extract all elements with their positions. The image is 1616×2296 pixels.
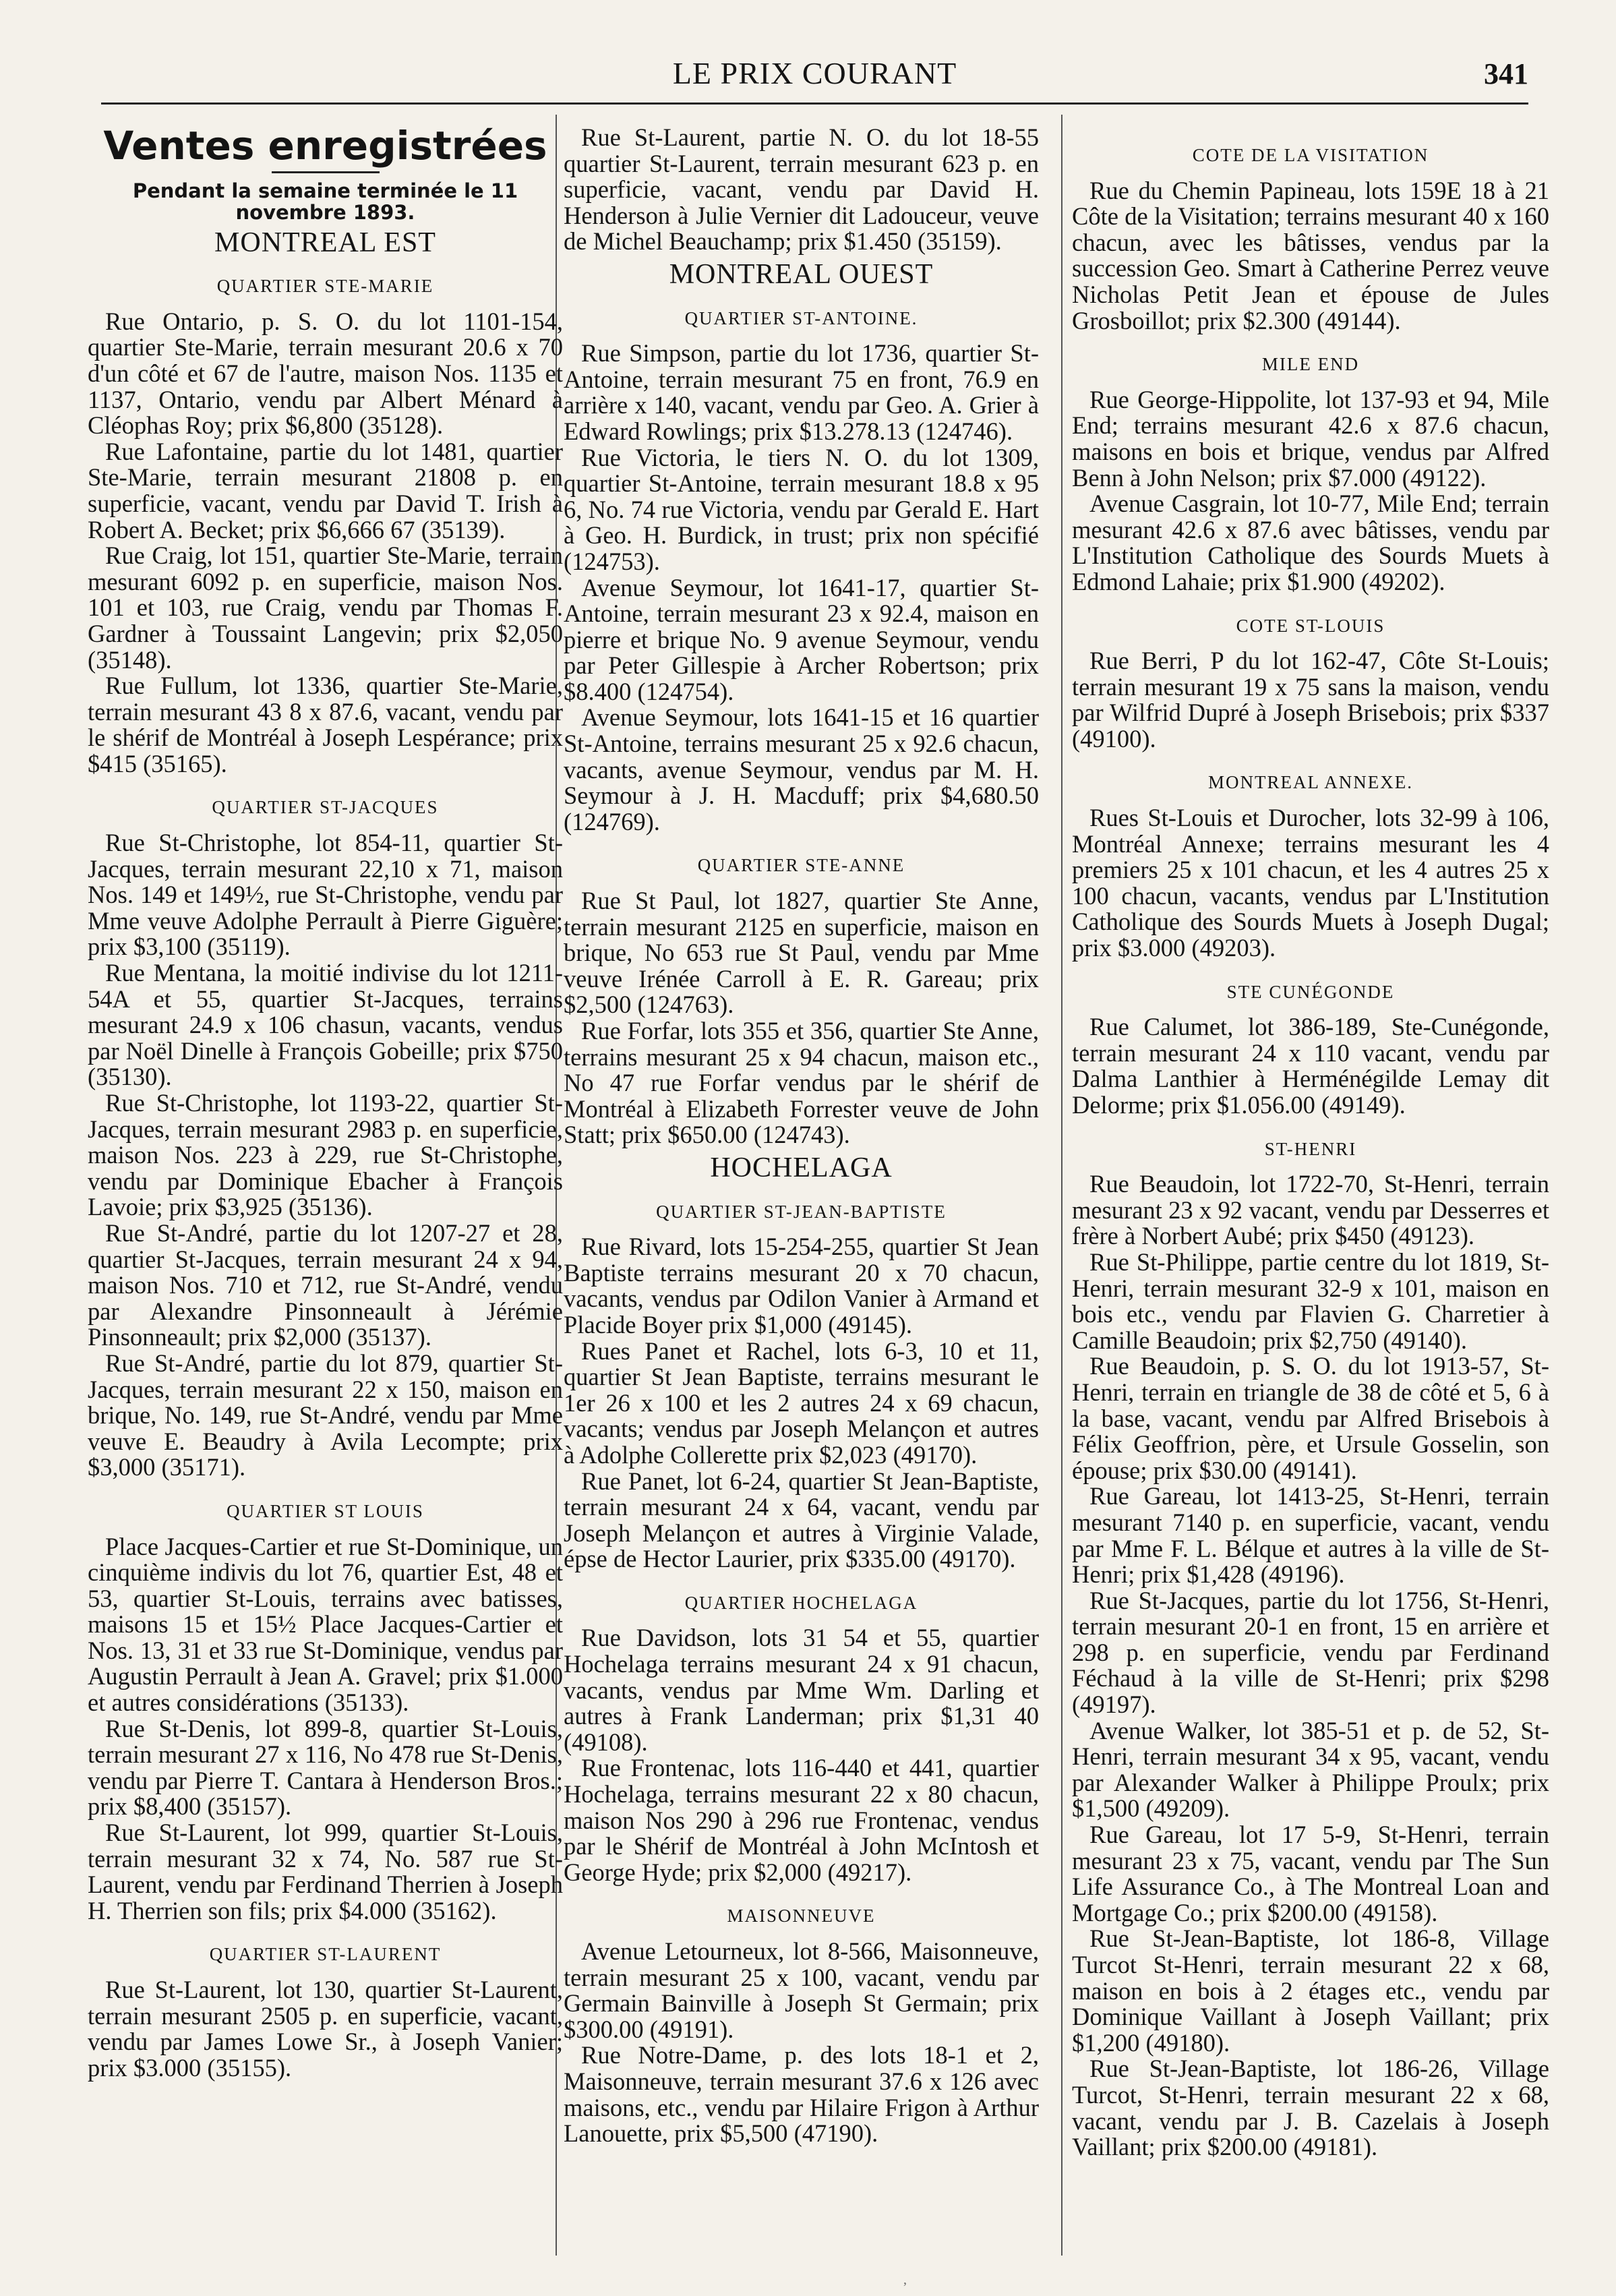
sale-entry: Rue St-Jean-Baptiste, lot 186-26, Village Turcot, St-Henri, terrain mesurant 22 x 68, vacant, vendu par J. B. Cazelais à Joseph Vaillant; prix $200.00 (49181). [1072, 2055, 1549, 2161]
sale-entry: Rue Ontario, p. S. O. du lot 1101-154, quartier Ste-Marie, terrain mesurant 20.6 x 70 d'un côté et 67 de l'autre, maison Nos. 1135 et 1137, Ontario, vendu par Albert Ménard à Cléophas Roy; prix $6,800 (35128). [88, 307, 563, 440]
sale-entry: Rues Panet et Rachel, lots 6-3, 10 et 11, quartier St Jean Baptiste, terrains mesurant le 1er 26 x 100 et les 2 autres 24 x 69 chacun, vacants; vendus par Joseph Melançon et autres à Adolphe Collerette prix $2,023 (49170). [564, 1336, 1039, 1469]
column-2-body [564, 125, 1039, 2147]
section-heading: ST-HENRI [1264, 1138, 1357, 1159]
sale-entry: Rues St-Louis et Durocher, lots 32-99 à 106, Montréal Annexe; terrains mesurant les 4 premiers 25 x 101 chacun, et les 4 autres 25 x 100 chacun, vacants, vendus par L'Institution Catholique des Sourds Muets à Joseph Dugal; prix $3.000 (49203). [1072, 804, 1549, 962]
column-3-body [1072, 142, 1549, 2160]
column-2 [564, 125, 1039, 2147]
sale-entry: Rue Mentana, la moitié indivise du lot 1211-54A et 55, quartier St-Jacques, terrains mesurant 24.9 x 106 chasun, vacants, vendus par Noël Dinelle à François Gobeille; prix $750 (35130). [88, 959, 563, 1091]
column-1 [88, 125, 563, 2081]
sale-entry: Avenue Letourneux, lot 8-566, Maisonneuve, terrain mesurant 25 x 100, vacant, vendu par Germain Bainville à Joseph St Germain; prix $300.00 (49191). [564, 1937, 1039, 2043]
sale-entry: Rue St-Philippe, partie centre du lot 1819, St-Henri, terrain mesurant 32-9 x 101, maison en bois etc., vendu par Flavien G. Charretier à Camille Beaudoin; prix $2,750 (49140). [1072, 1247, 1549, 1354]
column-divider-2 [1061, 115, 1063, 2256]
sale-entry: Rue Forfar, lots 355 et 356, quartier Ste Anne, terrains mesurant 25 x 94 chacun, maison etc., No 47 rue Forfar vendus par le shérif de Montréal à Elizabeth Forrester veuve de John Statt; prix $650.00 (124743). [564, 1017, 1039, 1149]
section-heading: QUARTIER STE-MARIE [216, 276, 434, 297]
sale-entry: Rue Rivard, lots 15-254-255, quartier St Jean Baptiste terrains mesurant 20 x 70 chacun, vacants, vendus par Odilon Vanier à Armand et Placide Boyer prix $1,000 (49145). [564, 1233, 1039, 1338]
section-heading: QUARTIER ST-ANTOINE. [684, 307, 918, 328]
sale-entry: Rue St-Laurent, lot 130, quartier St-Laurent, terrain mesurant 2505 p. en superficie, vacant, vendu par James Lowe Sr., à Joseph Vanier; prix $3.000 (35155). [88, 1976, 563, 2082]
section-heading: COTE ST-LOUIS [1236, 615, 1385, 636]
main-title: Ventes enregistrées [103, 123, 547, 169]
page-number: 341 [1484, 57, 1528, 90]
page-title: LE PRIX COURANT [672, 56, 957, 90]
title-rule [272, 171, 380, 173]
sale-entry: Rue du Chemin Papineau, lots 159E 18 à 21 Côte de la Visitation; terrains mesurant 40 x 160 chacun, avec les bâtisses, vendus par la succession Geo. Smart à Catherine Perrez veuve Nicholas Petit Jean et épouse de Jules Grosboillot; prix $2.300 (49144). [1072, 176, 1549, 334]
sale-entry: Rue St-Jacques, partie du lot 1756, St-Henri, terrain mesurant 20-1 en front, 15 en arrière et 298 p. en superficie, vendu par Ferdinand Féchaud à la ville de St-Henri; prix $298 (49197). [1072, 1586, 1549, 1719]
page-footer-mark: , [903, 2272, 907, 2287]
sale-entry: Rue Berri, P du lot 162-47, Côte St-Louis; terrain mesurant 19 x 75 sans la maison, vendu par Wilfrid Dupré à Joseph Brisebois; prix $337 (49100). [1072, 647, 1549, 753]
page-header [101, 47, 1528, 101]
sale-entry: Rue Fullum, lot 1336, quartier Ste-Marie, terrain mesurant 43 8 x 87.6, vacant, vendu par le shérif de Montréal à Joseph Lespérance; prix $415 (35165). [88, 672, 563, 777]
sale-entry: Rue St-Laurent, lot 999, quartier St-Louis, terrain mesurant 32 x 74, No. 587 rue St-Laurent, vendu par Ferdinand Therrien à Joseph H. Therrien son fils; prix $4.000 (35162). [88, 1819, 563, 1924]
section-heading: COTE DE LA VISITATION [1192, 145, 1429, 165]
section-heading: QUARTIER ST-JEAN-BAPTISTE [656, 1201, 947, 1222]
section-heading: QUARTIER HOCHELAGA [684, 1592, 918, 1613]
sale-entry: Rue Beaudoin, p. S. O. du lot 1913-57, St-Henri, terrain en triangle de 38 de côté et 5, 6 à la base, vacant, vendu par Alfred Brisebois à Félix Geoffrion, père, et Ursule Gosselin, son épouse; prix $30.00 (49141). [1072, 1352, 1549, 1484]
section-heading: MILE END [1261, 354, 1360, 375]
sale-entry: Rue Craig, lot 151, quartier Ste-Marie, terrain mesurant 6092 p. en superficie, maison Nos. 101 et 103, rue Craig, vendu par Thomas F. Gardner à Toussaint Langevin; prix $2,050 (35148). [88, 541, 563, 674]
sale-entry: Rue Calumet, lot 386-189, Ste-Cunégonde, terrain mesurant 24 x 110 vacant, vendu par Dalma Lanthier à Herménégilde Lemay dit Delorme; prix $1.056.00 (49149). [1072, 1013, 1549, 1119]
header-rule [101, 102, 1528, 105]
column-3 [1072, 125, 1549, 2160]
sale-entry: Rue Gareau, lot 1413-25, St-Henri, terrain mesurant 7140 p. en superficie, vacant, vendu par Mme F. L. Bélque et autres à la ville de St-Henri; prix $1,428 (49196). [1072, 1482, 1549, 1589]
sale-entry: Rue Frontenac, lots 116-440 et 441, quartier Hochelaga, terrains mesurant 22 x 80 chacun, maison Nos 290 à 296 rue Frontenac, vendus par le Shérif de Montréal à John McIntosh et George Hyde; prix $2,000 (49217). [564, 1754, 1039, 1886]
section-heading: QUARTIER ST LOUIS [227, 1500, 424, 1521]
sale-entry: Rue Davidson, lots 31 54 et 55, quartier Hochelaga terrains mesurant 24 x 91 chacun, vacants, vendus par Mme Wm. Darling et autres à Frank Landerman; prix $1,31 40 (49108). [564, 1624, 1039, 1756]
section-heading: QUARTIER ST-LAURENT [209, 1944, 442, 1965]
column-1-body [88, 227, 563, 2082]
sale-entry: Rue Lafontaine, partie du lot 1481, quartier Ste-Marie, terrain mesurant 21808 p. en superficie, vacant, vendu par David T. Irish à Robert A. Becket; prix $6,666 67 (35139). [88, 437, 563, 543]
sale-entry: Rue Simpson, partie du lot 1736, quartier St-Antoine, terrain mesurant 75 en front, 76.9 en arrière x 140, vacant, vendu par Geo. A. Grier à Edward Rowlings; prix $13.278.13 (124746). [564, 339, 1039, 445]
sale-entry: Rue St-Jean-Baptiste, lot 186-8, Village Turcot St-Henri, terrain mesurant 22 x 68, maison en bois à 2 étages etc., vendu par Dominique Vaillant à Joseph Vaillant; prix $1,200 (49180). [1072, 1924, 1549, 2057]
district-heading: MONTREAL OUEST [669, 258, 934, 290]
sale-entry: Rue St-André, partie du lot 1207-27 et 28, quartier St-Jacques, terrain mesurant 24 x 94, maison Nos. 710 et 712, rue St-André, vendu par Alexandre Pinsonneault à Jérémie Pinsonneault; prix $2,000 (35137). [88, 1218, 563, 1351]
section-heading: QUARTIER ST-JACQUES [212, 797, 439, 818]
section-heading: STE CUNÉGONDE [1226, 981, 1395, 1002]
section-heading: MONTREAL ANNEXE. [1208, 772, 1413, 793]
sale-entry: Rue St Paul, lot 1827, quartier Ste Anne, terrain mesurant 2125 en superficie, maison en brique, No 653 rue St Paul, vendu par Mme veuve Irénée Carroll à E. R. Gareau; prix $2,500 (124763). [564, 887, 1039, 1019]
sale-entry: Rue Panet, lot 6-24, quartier St Jean-Baptiste, terrain mesurant 24 x 64, vacant, vendu par Joseph Melançon et autres à Virginie Valade, épse de Hector Laurier, prix $335.00 (49170). [564, 1467, 1039, 1573]
section-heading: MAISONNEUVE [727, 1906, 876, 1926]
week-subtitle: Pendant la semaine terminée le 11 novembre 1893. [132, 179, 518, 224]
sale-entry: Rue Beaudoin, lot 1722-70, St-Henri, terrain mesurant 23 x 92 vacant, vendu par Desserres et frère à Norbert Aubé; prix $450 (49123). [1072, 1170, 1549, 1250]
sale-entry: Place Jacques-Cartier et rue St-Dominique, un cinquième indivis du lot 76, quartier Est, 48 et 53, quartier St-Louis, terrains avec batisses, maisons 15 et 15½ Place Jacques-Cartier et Nos. 13, 31 et 33 rue St-Dominique, vendus par Augustin Perrault à Jean A. Gravel; prix $1.000 et autres considérations (35133). [88, 1532, 563, 1717]
sale-entry: Rue Victoria, le tiers N. O. du lot 1309, quartier St-Antoine, terrain mesurant 18.8 x 95 6, No. 74 rue Victoria, vendu par Gerald E. Hart à Geo. H. Burdick, in trust; prix non spécifié (124753). [564, 443, 1039, 575]
sale-entry: Rue Gareau, lot 17 5-9, St-Henri, terrain mesurant 23 x 75, vacant, vendu par The Sun Life Assurance Co., à The Montreal Loan and Mortgage Co.; prix $200.00 (49158). [1072, 1821, 1549, 1926]
sale-entry: Rue St-Christophe, lot 1193-22, quartier St-Jacques, terrain mesurant 2983 p. en superficie, maison Nos. 223 à 229, rue St-Christophe, vendu par Dominique Ebacher à François Lavoie; prix $3,925 (35136). [88, 1089, 563, 1221]
sale-entry: Rue St-André, partie du lot 879, quartier St-Jacques, terrain mesurant 22 x 150, maison en brique, No. 149, rue St-André, vendu par Mme veuve E. Beaudry à Avila Lecompte; prix $3,000 (35171). [88, 1349, 563, 1481]
sale-entry: Rue St-Denis, lot 899-8, quartier St-Louis, terrain mesurant 27 x 116, No 478 rue St-Denis, vendu par Pierre T. Cantara à Henderson Bros.; prix $8,400 (35157). [88, 1714, 563, 1821]
sale-entry: Rue St-Laurent, partie N. O. du lot 18-55 quartier St-Laurent, terrain mesurant 623 p. en superficie, vacant, vendu par David H. Henderson à Julie Vernier dit Ladouceur, veuve de Michel Beauchamp; prix $1.450 (35159). [564, 123, 1039, 256]
district-heading: HOCHELAGA [710, 1152, 893, 1183]
sale-entry: Rue Notre-Dame, p. des lots 18-1 et 2, Maisonneuve, terrain mesurant 37.6 x 126 avec maisons, etc., vendu par Hilaire Frigon à Arthur Lanouette, prix $5,500 (47190). [564, 2041, 1039, 2148]
sale-entry: Avenue Seymour, lots 1641-15 et 16 quartier St-Antoine, terrains mesurant 25 x 92.6 chacun, vacants, avenue Seymour, vendus par M. H. Seymour à J. H. Macduff; prix $4,680.50 (124769). [564, 703, 1039, 835]
sale-entry: Rue St-Christophe, lot 854-11, quartier St-Jacques, terrain mesurant 22,10 x 71, maison Nos. 149 et 149½, rue St-Christophe, vendu par Mme veuve Adolphe Perrault à Pierre Giguère; prix $3,100 (35119). [88, 829, 563, 961]
sale-entry: Avenue Casgrain, lot 10-77, Mile End; terrain mesurant 42.6 x 87.6 avec bâtisses, vendu par L'Institution Catholique des Sourds Muets à Edmond Lahaie; prix $1.900 (49202). [1072, 490, 1549, 595]
sale-entry: Avenue Seymour, lot 1641-17, quartier St-Antoine, terrain mesurant 23 x 92.4, maison en pierre et brique No. 9 avenue Seymour, vendu par Peter Gillespie à Archer Robertson; prix $8.400 (124754). [564, 573, 1039, 705]
section-heading: QUARTIER STE-ANNE [697, 855, 905, 876]
sale-entry: Rue George-Hippolite, lot 137-93 et 94, Mile End; terrains mesurant 42.6 x 87.6 chacun, maisons en bois et brique, vendus par Alfred Benn à John Nelson; prix $7.000 (49122). [1072, 385, 1549, 492]
district-heading: MONTREAL EST [214, 227, 436, 258]
sale-entry: Avenue Walker, lot 385-51 et p. de 52, St-Henri, terrain mesurant 34 x 95, vacant, vendu par Alexander Walker à Philippe Proulx; prix $1,500 (49209). [1072, 1716, 1549, 1823]
